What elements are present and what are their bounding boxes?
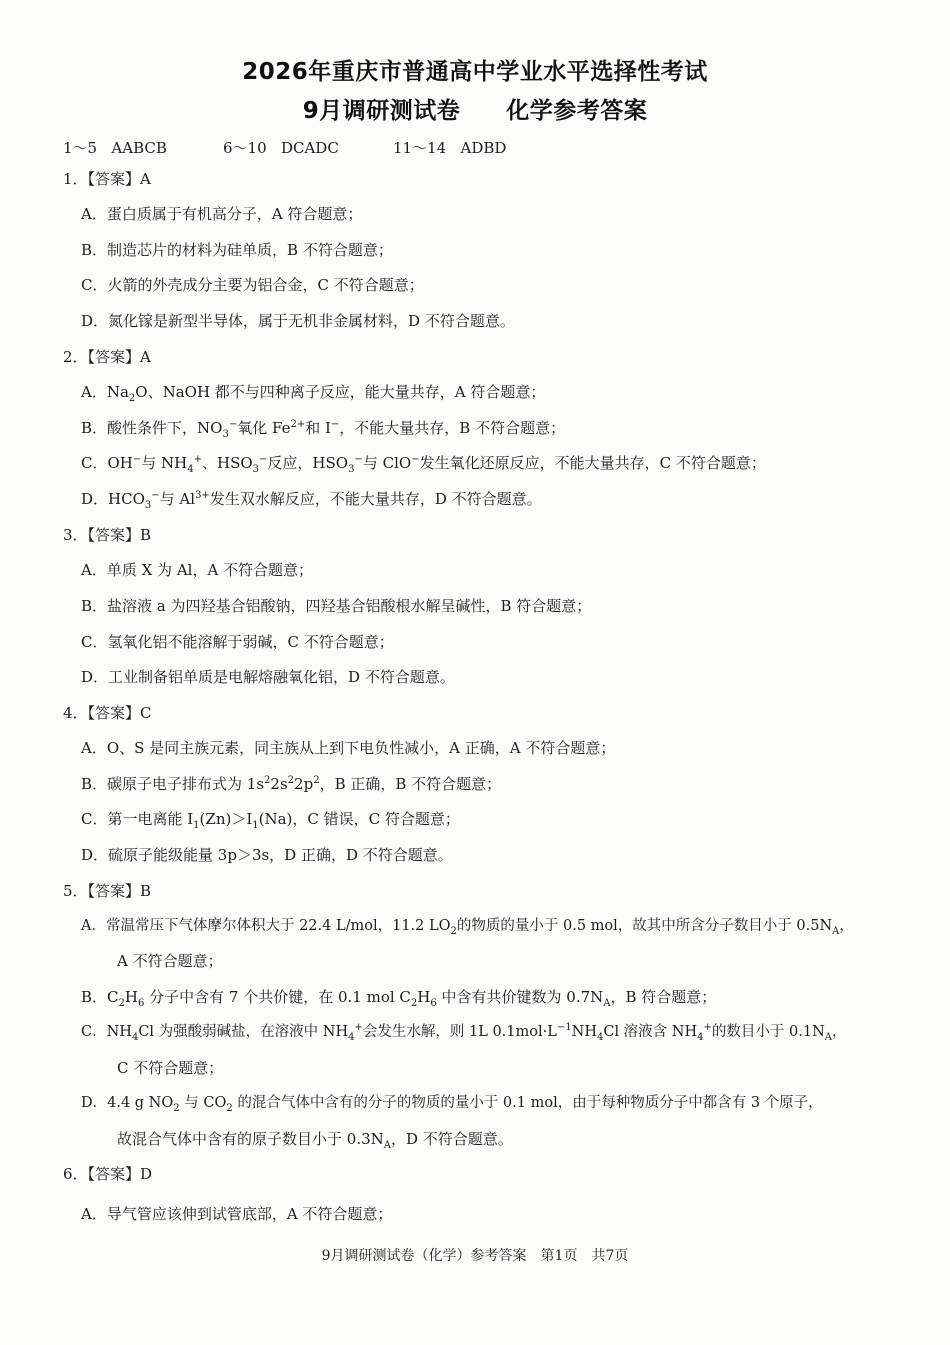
q2-option-d: D．$HCO_3^-$与 $Al^{3+}$发生双水解反应，不能大量共存，D 不符合题意。 — [81, 490, 542, 511]
q5-option-b: B．$C_2H_6$ 分子中含有 7 个共价键，在 0.1 mol $C_2H_6$ 中含有共价键数为 $0.7N_A$，B 符合题意； — [81, 988, 717, 1009]
answer-key-summary — [63, 137, 506, 158]
key-answers-2: DCADC — [280, 139, 339, 157]
q6-heading: 6．【答案】D — [63, 1165, 153, 1183]
q5-heading: 5．【答案】B — [63, 882, 152, 900]
q4-option-b: B．碳原子电子排布式为 $1s^22s^22p^2$，B 正确，B 不符合题意； — [81, 775, 502, 793]
q3-heading: 3．【答案】B — [63, 526, 152, 544]
page-footer: 9月调研测试卷（化学）参考答案 第1页 共7页 — [321, 1248, 629, 1264]
subtitle-exam-name: 9月调研测试卷 — [302, 98, 461, 124]
subtitle-answer-label: 化学参考答案 — [506, 98, 648, 124]
q5-option-d: D．4.4 g $NO_2$ 与 $CO_2$ 的混合气体中含有的分子的物质的量小于 0.1 mol，由于每种物质分子中都含有 3 个原子， — [81, 1095, 823, 1114]
q2-option-b: B．酸性条件下，$NO_3^-$氧化 $Fe^{2+}$和 I−，不能大量共存，B 不符合题意； — [81, 419, 566, 440]
q3-option-c: C．氢氧化铝不能溶解于弱碱，C 不符合题意； — [81, 633, 394, 651]
q3-option-d: D．工业制备铝单质是电解熔融氧化铝，D 不符合题意。 — [81, 668, 455, 686]
q4-heading: 4．【答案】C — [63, 704, 152, 722]
q4-option-a: A．O、S 是同主族元素，同主族从上到下电负性减小，A 正确，A 不符合题意； — [81, 739, 616, 757]
q5-option-a: A．常温常压下气体摩尔体积大于 22.4 L/mol，11.2 $LO_2$的物质的量小于 0.5 mol，故其中所含分子数目小于 $0.5N_A$， — [81, 918, 854, 937]
key-range-2: 6～10 — [223, 139, 267, 157]
q1-option-a: A．蛋白质属于有机高分子，A 符合题意； — [81, 205, 363, 223]
key-answers-3: ADBD — [460, 139, 507, 157]
q3-option-a: A．单质 X 为 Al，A 不符合题意； — [81, 561, 314, 579]
q1-option-b: B．制造芯片的材料为硅单质，B 不符合题意； — [81, 241, 393, 259]
q5-option-d-continued: 故混合气体中含有的原子数目小于 $0.3N_A$，D 不符合题意。 — [117, 1130, 513, 1151]
q2-option-c: C．OH−与 $NH_4^+$、$HSO_3^-$反应，$HSO_3^-$与 ClO−发生氧化还原反应，不能大量共存，C 不符合题意； — [81, 454, 766, 475]
q2-option-a: A．$Na_2O$、NaOH 都不与四种离子反应，能大量共存，A 符合题意； — [81, 383, 546, 404]
q4-option-c: C．第一电离能 $I_1(Zn)>I_1(Na)$，C 错误，C 符合题意； — [81, 810, 460, 831]
key-answers-1: AABCB — [111, 139, 167, 157]
exam-subtitle — [0, 92, 950, 125]
exam-title: 2026年重庆市普通高中学业水平选择性考试 — [242, 59, 708, 85]
q1-heading: 1．【答案】A — [63, 170, 151, 188]
q5-option-a-continued: A 不符合题意； — [117, 952, 223, 970]
q3-option-b: B．盐溶液 a 为四羟基合铝酸钠，四羟基合铝酸根水解呈碱性，B 符合题意； — [81, 597, 592, 615]
q6-option-a: A．导气管应该伸到试管底部，A 不符合题意； — [81, 1205, 393, 1223]
q1-option-d: D．氮化镓是新型半导体，属于无机非金属材料，D 不符合题意。 — [81, 312, 515, 330]
key-range-3: 11～14 — [393, 139, 447, 157]
q4-option-d: D．硫原子能级能量 3p＞3s，D 正确，D 不符合题意。 — [81, 846, 453, 864]
key-range-1: 1～5 — [63, 139, 98, 157]
q1-option-c: C．火箭的外壳成分主要为铝合金，C 不符合题意； — [81, 276, 424, 294]
q2-heading: 2．【答案】A — [63, 348, 151, 366]
q5-option-c: C．$NH_4Cl$ 为强酸弱碱盐，在溶液中 $NH_4^+$会发生水解，则 1L $0.1mol\cdot L^{-1}NH_4Cl$ 溶液含 $NH_4^+$的数目小于 $0.1N_A$， — [81, 1022, 847, 1043]
q5-option-c-continued: C 不符合题意； — [117, 1059, 224, 1077]
